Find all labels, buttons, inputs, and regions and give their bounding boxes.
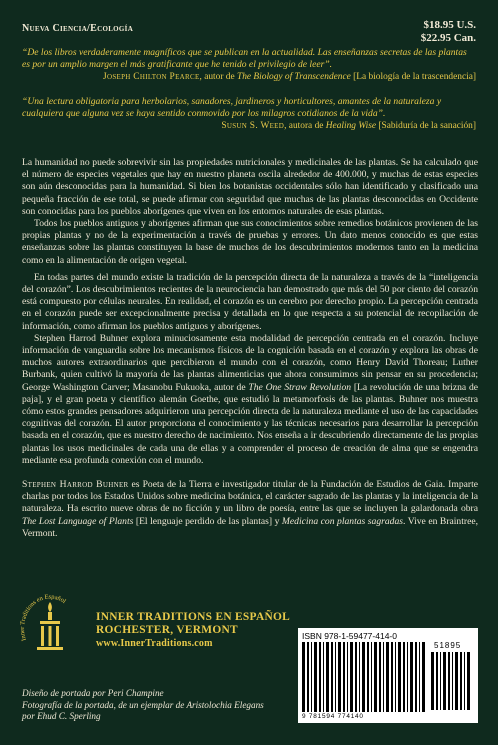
barcode-bar <box>407 642 408 712</box>
barcode-bar <box>440 652 441 710</box>
barcode-bar <box>350 642 353 712</box>
barcode-bar <box>460 652 462 710</box>
description-paragraph: Stephen Harrod Buhner explora minuciosamente esta modalidad de percepción centrada en el corazón. Incluye información de vanguardia sobre los mecanismos físicos de la cognición basada en el corazón y explora las obras de muchos autores extraordinarios que percibieron el mundo con el corazón, como Henry David Thoreau; Luther Burbank, quien cultivó la mayoría de las plantas alimenticias que ahora consumimos sin pensar en su procedencia; George Washington Carver; Masanobu Fukuoka, autor de The One Straw Revolution [La revolución de una brizna de paja], y el gran poeta y científico alemán Goethe, que estudió la metamorfosis de las plantas. Buhner nos muestra cómo estos grandes pensadores adquirieron una percepción directa de la naturaleza mediante el uso de las capacidades cognitivas del corazón. El autor proporciona el conocimiento y las técnicas necesarios para desarrollar la percepción basada en el corazón, que es nuestro derecho de nacimiento. Nos enseña a ir descubriendo directamente de las propias plantas los usos medicinales de cada una de ellas y a comprender el proceso de creación de alma que se engendra mediante esa profunda conexión con el mundo. <box>22 332 478 466</box>
barcode-bar <box>464 652 465 710</box>
endorsement-author: Joseph Chilton Pearce, autor de The Biology of Transcendence [La biología de la trascendencia] <box>103 72 476 82</box>
endorsement-author: Susun S. Weed, autora de Healing Wise [Sabiduría de la sanación] <box>221 121 476 131</box>
barcode-bar <box>326 642 329 712</box>
barcode-bar <box>314 642 317 712</box>
barcode-bar <box>338 642 341 712</box>
price-block <box>421 19 476 45</box>
barcode-bar <box>415 642 417 712</box>
barcode <box>298 628 478 723</box>
endorsement-quote: “Una lectura obligatoria para herbolarios, sanadores, jardineros y horticultores, amantes de la naturaleza y cualquiera que alguna vez se haya sentido conmovido por los milagros cotidianos de la vida”. <box>22 96 442 119</box>
publisher-website: www.InnerTraditions.com <box>96 638 213 649</box>
barcode-digits: 9 781594 774140 <box>302 713 364 720</box>
barcode-addon-bars-icon <box>431 652 473 710</box>
barcode-bar <box>359 642 360 712</box>
barcode-bar <box>302 642 305 712</box>
publisher-city: ROCHESTER, VERMONT <box>96 624 238 636</box>
cover-design-credit: Diseño de portada por Peri Champine <box>22 688 164 698</box>
barcode-bar <box>386 642 389 712</box>
credits <box>22 688 264 723</box>
barcode-addon-digits: 51895 <box>434 641 462 650</box>
category-label: Nueva Ciencia/Ecología <box>22 23 134 34</box>
barcode-bar <box>371 642 372 712</box>
barcode-bar <box>331 642 333 712</box>
barcode-bar <box>319 642 321 712</box>
description-paragraph: La humanidad no puede sobrevivir sin las propiedades nutricionales y medicinales de las plantas. Se ha calculado que el número de especies vegetales que hay en nuestro planeta oscila alrededor de 400.000, y muchas de estas especies son aún desconocidas para la humanidad. Si bien los botanistas occidentales sólo han identificado y clasificado una pequeña fracción de ese total, se puede afirmar con seguridad que muchas de las plantas desconocidas en Occidente son conocidas para los pueblos aborígenes que viven en los entornos naturales de esas plantas. <box>22 157 478 217</box>
barcode-bars-icon <box>302 642 426 712</box>
publisher-info <box>96 611 290 650</box>
description <box>22 157 478 540</box>
barcode-bar <box>431 652 434 710</box>
barcode-bar <box>347 642 348 712</box>
barcode-bar <box>452 652 453 710</box>
cover-photo-credit: Fotografía de la portada, de un ejemplar de Aristolochia Elegans <box>22 699 264 710</box>
barcode-bar <box>455 652 458 710</box>
price-can: $22.95 Can. <box>420 32 476 44</box>
barcode-bar <box>436 652 438 710</box>
barcode-bar <box>383 642 384 712</box>
cover-photo-credit-by: por Ehud C. Sperling <box>22 711 101 722</box>
barcode-bar <box>448 652 450 710</box>
barcode-bar <box>398 642 401 712</box>
publisher-logo-icon <box>18 580 82 664</box>
author-bio: Stephen Harrod Buhner es Poeta de la Tierra e investigador titular de la Fundación de Estudios de Gaia. Imparte charlas por todos los Estados Unidos sobre medicina botánica, el carácter sagrado de las plantas y la inteligencia de la naturaleza. Ha escrito nueve obras de no ficción y un libro de poesía, entre las que se incluyen la galardonada obra The Lost Language of Plants [El lenguaje perdido de las plantas] y Medicina con plantas sagradas. Vive en Braintree, Vermont. <box>22 479 478 539</box>
barcode-bar <box>311 642 312 712</box>
barcode-bar <box>422 642 425 712</box>
barcode-bar <box>391 642 393 712</box>
barcode-bar <box>367 642 369 712</box>
isbn-number: ISBN 978-1-59477-414-0 <box>302 631 397 641</box>
barcode-bar <box>443 652 446 710</box>
barcode-bar <box>343 642 345 712</box>
barcode-bar <box>467 652 470 710</box>
barcode-bar <box>323 642 324 712</box>
barcode-bar <box>355 642 357 712</box>
barcode-bar <box>362 642 365 712</box>
endorsements <box>22 47 476 132</box>
barcode-bar <box>410 642 413 712</box>
logo-arc-text: Inner Traditions en Español <box>18 593 68 642</box>
barcode-bar <box>374 642 377 712</box>
endorsement-quote: “De los libros verdaderamente magníficos que se publican en la actualidad. Las enseñanzas secretas de las plantas es por un amplio margen el más gratificante que he tenido el privilegio de leer”. <box>22 47 467 70</box>
barcode-bar <box>307 642 309 712</box>
barcode-bar <box>379 642 381 712</box>
barcode-bar <box>403 642 405 712</box>
price-us: $18.95 U.S. <box>423 19 476 31</box>
barcode-bar <box>419 642 420 712</box>
barcode-bar <box>395 642 396 712</box>
publisher-name: INNER TRADITIONS EN ESPAÑOL <box>96 611 291 623</box>
description-paragraph: En todas partes del mundo existe la tradición de la percepción directa de la naturaleza a través de la “inteligencia del corazón”. Los descubrimientos recientes de la neurociencia han demostrado que más del 50 por ciento del corazón está compuesto por células neurales. En realidad, el corazón es un cerebro por derecho propio. La percepción centrada en el corazón puede ser excepcionalmente precisa y detallada en lo que respecta a su potencial de recopilación de información, como afirman los pueblos antiguos y aborígenes. <box>22 271 478 332</box>
barcode-bar <box>335 642 336 712</box>
description-paragraph: Todos los pueblos antiguos y aborígenes afirman que sus conocimientos sobre remedios botánicos provienen de las propias plantas y no de la experimentación a través de pruebas y errores. Un dato menos conocido es que estas enseñanzas sobre las plantas constituyen la base de muchos de los descubrimientos modernos tanto en la medicina como en la alimentación de origen vegetal. <box>22 218 478 266</box>
